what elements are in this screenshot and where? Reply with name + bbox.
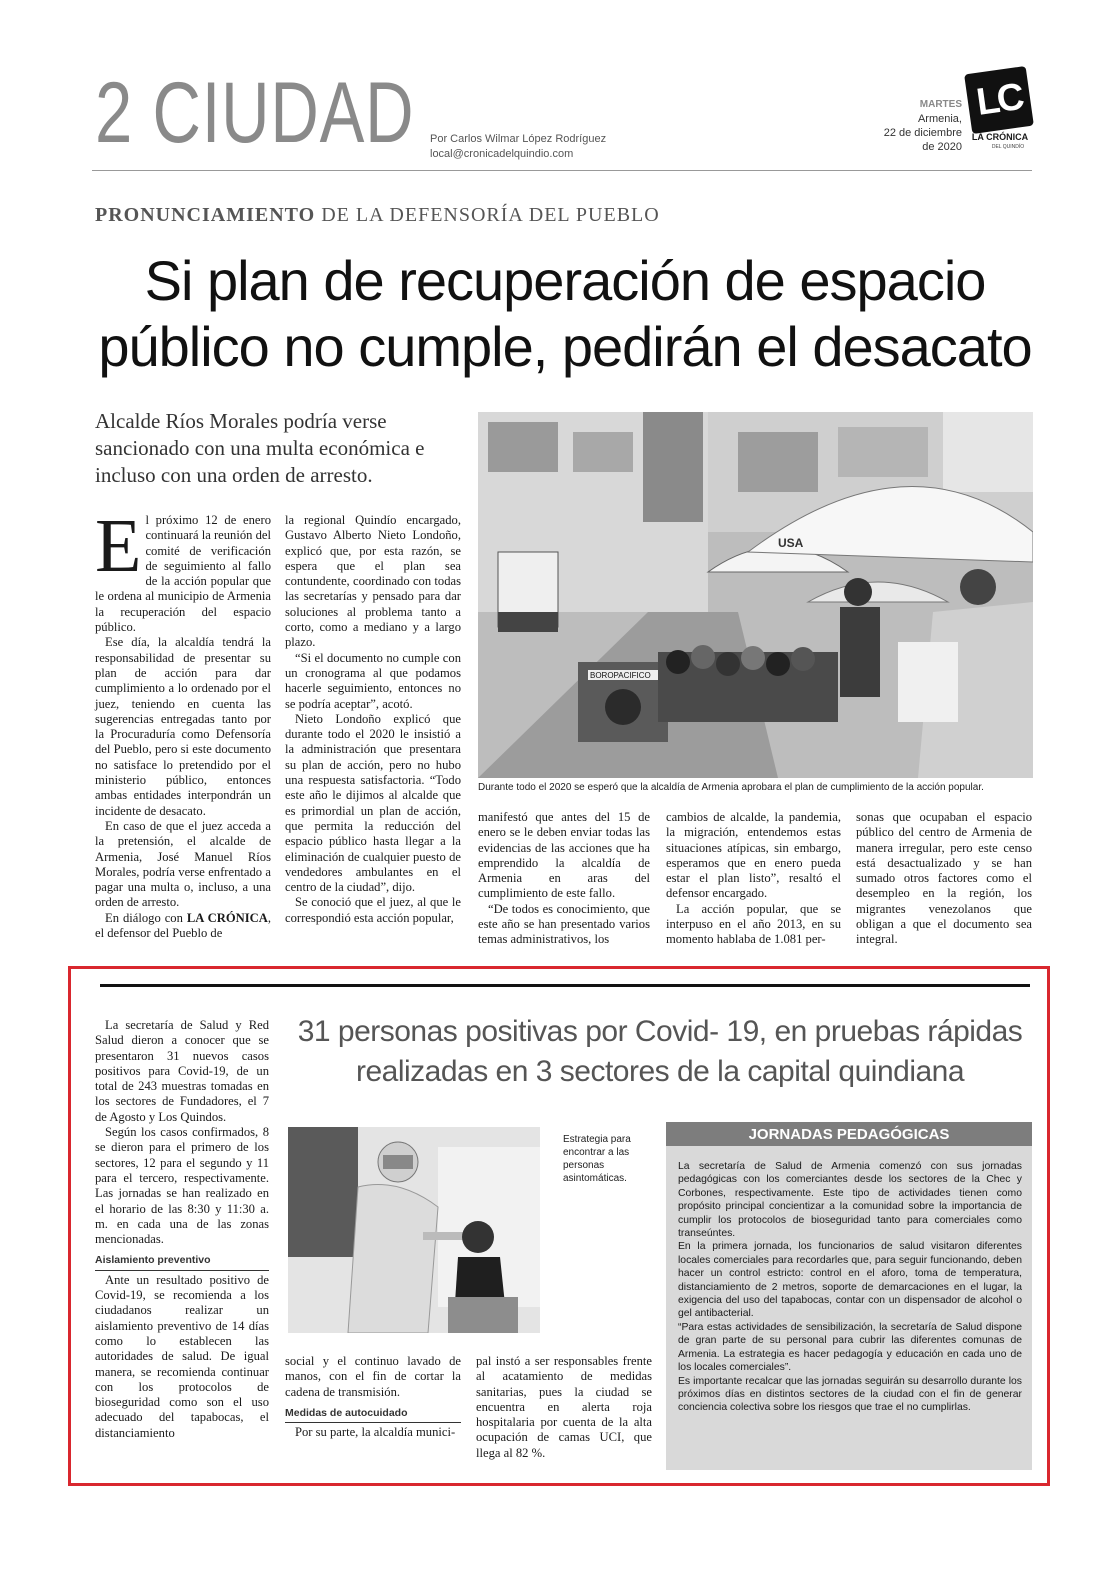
byline [430,132,606,162]
logo-letters: LC [964,66,1034,134]
subhead-isolation: Aislamiento preventivo [95,1253,269,1270]
header-rule [92,170,1032,171]
covid-headline-line-1: 31 personas positivas por Covid- 19, en pruebas rápidas [297,1015,1023,1048]
date-line-2: de 2020 [922,141,962,153]
sidebar-paragraph: Es importante recalcar que las jornadas seguirán su desarrollo durante los próximos días en distintos sectores de la ciudad con el fin de generar conciencia colectiva sobre los riesgos que trae el no cumplirlas. [678,1375,1022,1414]
paragraph: “De todos es conocimiento, que este año se han presentado varios temas administrativos, los [478,901,650,947]
date-day: MARTES [919,99,962,110]
stall-sign: BOROPACIFICO [590,671,651,680]
paragraph: Por su parte, la alcaldía munici- [295,1425,456,1440]
date-city: Armenia, [917,113,962,125]
drop-cap: E [95,504,142,588]
umbrella-sign: USA [778,536,804,550]
headline-line-1: Si plan de recuperación de espacio [144,249,986,312]
photo-caption: Durante todo el 2020 se esperó que la alcaldía de Armenia aprobara el plan de cumplimiento de la acción popular. [478,782,984,793]
covid-column-2 [285,1354,461,1440]
newspaper-name: LA CRÓNICA [186,910,268,925]
kicker-bold: PRONUNCIAMIENTO [95,204,316,226]
kicker-rest: DE LA DEFENSORÍA DEL PUEBLO [315,204,660,226]
paragraph: sonas que ocupaban el espacio público del centro de Armenia de manera irregular, pero este censo está desactualizado y se han sumado otros factores como el desempleo en la región, los migrantes venezolanos que obligan a que el documento sea integral. [856,810,1032,947]
paragraph: la regional Quindío encargado, Gustavo Alberto Nieto Londoño, explicó que, por esta razón, se espera que el plan sea contundente, coordinado con todas las secretarías y pensado para dar soluciones al problema tanto a corto, como a mediano y a largo plazo. [285,513,461,650]
sidebar-paragraph: La secretaría de Salud de Armenia comenzó con sus jornadas pedagógicas con los comerciantes desde los sectores de la Chec y Corbones, respectivamente. Este tipo de actividades tienen como propósito principal concientizar a la comunidad sobre la importancia de cumplir los protocolos de bioseguridad tanto para comerciales como transeúntes. [678,1161,1022,1240]
paragraph: La acción popular, que se interpuso en el año 2013, en su momento hablaba de 1.081 per- [666,901,841,947]
date-block [870,98,962,154]
paragraph: Nieto Londoño explicó que durante todo el 2020 le insistió a la administración que presentara su plan de acción, pero no hubo una respuesta satisfactoria. “Todo este año le dijimos al alcalde que es primordial un plan de acción, que permita la reducción del espacio público hasta llegar a la eliminación de cualquier puesto de vendedores ambulantes en el centro de la ciudad”, dijo. [285,711,461,895]
paragraph: En diálogo con LA CRÓNICA, el defensor del Pueblo de [95,910,271,941]
paragraph: Ante un resultado positivo de Covid-19, se recomienda a los ciudadanos realizar un aislamiento preventivo de 14 días como lo establecen las autoridades de salud. De igual manera, se recomienda continuar con los protocolos de bioseguridad como son el uso adecuado del tapabocas, el distanciamiento [95,1272,269,1440]
story-deck: Alcalde Ríos Morales podría verse sancionado con una multa económica e incluso con una orden de arresto. [95,409,425,487]
newspaper-logo [968,70,1036,156]
paragraph: Se conoció que el juez, al que le correspondió esta acción popular, [285,895,461,925]
subhead-self-care: Medidas de autocuidado [285,1406,461,1423]
date-line-1: 22 de diciembre [883,127,962,139]
main-column-1 [95,504,271,941]
covid-photo-caption: Estrategia para encontrar a las personas asintomáticas. [563,1134,631,1184]
sidebar-text [678,1160,1022,1415]
main-column-4 [666,810,841,948]
logo-name: LA CRÓNICA [971,132,1029,142]
byline-email[interactable]: local@cronicadelquindio.com [430,148,574,160]
main-headline [95,248,1035,380]
sidebar-paragraph: “Para estas actividades de sensibilización, la secretaría de Salud dispone de gran parte de su personal para cubrir las diferentes comunas de Armenia. La estrategia es hacer pedagogía y educación en cada uno de los locales comerciales”. [678,1321,1022,1374]
covid-test-photo [288,1127,540,1333]
sidebar-title: JORNADAS PEDAGÓGICAS [666,1122,1032,1146]
section-label: 2 CIUDAD [95,65,415,161]
sidebar-paragraph: En la primera jornada, los funcionarios de salud visitaron diferentes locales comerciales para recordarles que, para seguir funcionando, deben hacer un control estricto: control en el aforo, toma de temperatura, distanciamiento de 2 metros, soporte de demarcaciones en el lugar, la exigencia del uso del tapabocas, contar con un dispensador de alcohol o gel antibacterial. [678,1241,1022,1320]
paragraph: El próximo 12 de enero continuará la reunión del comité de verificación de seguimiento al fallo de la acción popular que le ordena al municipio de Armenia la recuperación del espacio público. [95,504,271,635]
paragraph: “Si el documento no cumple con un cronograma al que podamos hacerle seguimiento, entonces no se podría aceptar”, acotó. [285,650,461,711]
paragraph: cambios de alcalde, la pandemia, la migración, entendemos estas situaciones atípicas, sin embargo, esperamos que en enero pueda estar el plan listo”, resaltó el defensor encargado. [666,810,841,901]
main-column-2 [285,513,461,926]
story-kicker [95,204,660,227]
main-column-3 [478,810,650,948]
market-street-photo [478,412,1033,778]
paragraph: Ese día, la alcaldía tendrá la responsabilidad de presentar su plan de acción para dar cumplimiento a lo ordenado por el juez, teniendo en cuenta las sugerencias entregadas tanto por la Procuraduría como Defensoría del Pueblo, pero si este documento no satisface lo pretendido por el ministerio público, entonces ambas entidades interpondrán un incidente de desacato. [95,635,271,818]
paragraph: social y el continuo lavado de manos, con el fin de cortar la cadena de transmisión. [285,1354,461,1399]
covid-column-1 [95,1018,269,1441]
covid-headline-line-2: realizadas en 3 sectores de la capital quindiana [355,1055,965,1088]
paragraph: pal instó a ser responsables frente al acatamiento de medidas sanitarias, pues la ciudad se encuentra en alerta roja hospitalaria por cuenta de la alta ocupación de camas UCI, que llega al 82 %. [476,1354,652,1460]
logo-subtitle: DEL QUINDÍO [991,144,1025,150]
paragraph: manifestó que antes del 15 de enero se le deben enviar todas las evidencias de las acciones que ha emprendido la alcaldía de Armenia en aras del cumplimiento de este fallo. [478,810,650,901]
paragraph: Según los casos confirmados, 8 se dieron para el primero de los sectores, 12 para el segundo y 11 para el tercero, respectivamente. Las jornadas se han realizado en el horario de las 8:30 y 11:30 a. m. en cada una de las zonas mencionadas. [95,1125,269,1247]
paragraph: En caso de que el juez acceda a la pretensión, el alcalde de Armenia, José Manuel Ríos Morales, podría verse enfrentado a pagar una multa o, incluso, a una orden de arresto. [95,818,271,910]
paragraph: La secretaría de Salud y Red Salud dieron a conocer que se presentaron 31 nuevos casos positivos para Covid-19, de un total de 243 muestras tomadas en los sectores de Fundadores, el 7 de Agosto y Los Quindos. [95,1018,269,1124]
covid-top-rule [100,984,1030,987]
headline-line-2: público no cumple, pedirán el desacato [98,315,1032,378]
byline-author: Por Carlos Wilmar López Rodríguez [430,133,607,145]
main-column-5 [856,810,1032,948]
covid-column-3 [476,1354,652,1461]
covid-headline [285,1012,1035,1092]
sidebar-box [666,1122,1032,1470]
